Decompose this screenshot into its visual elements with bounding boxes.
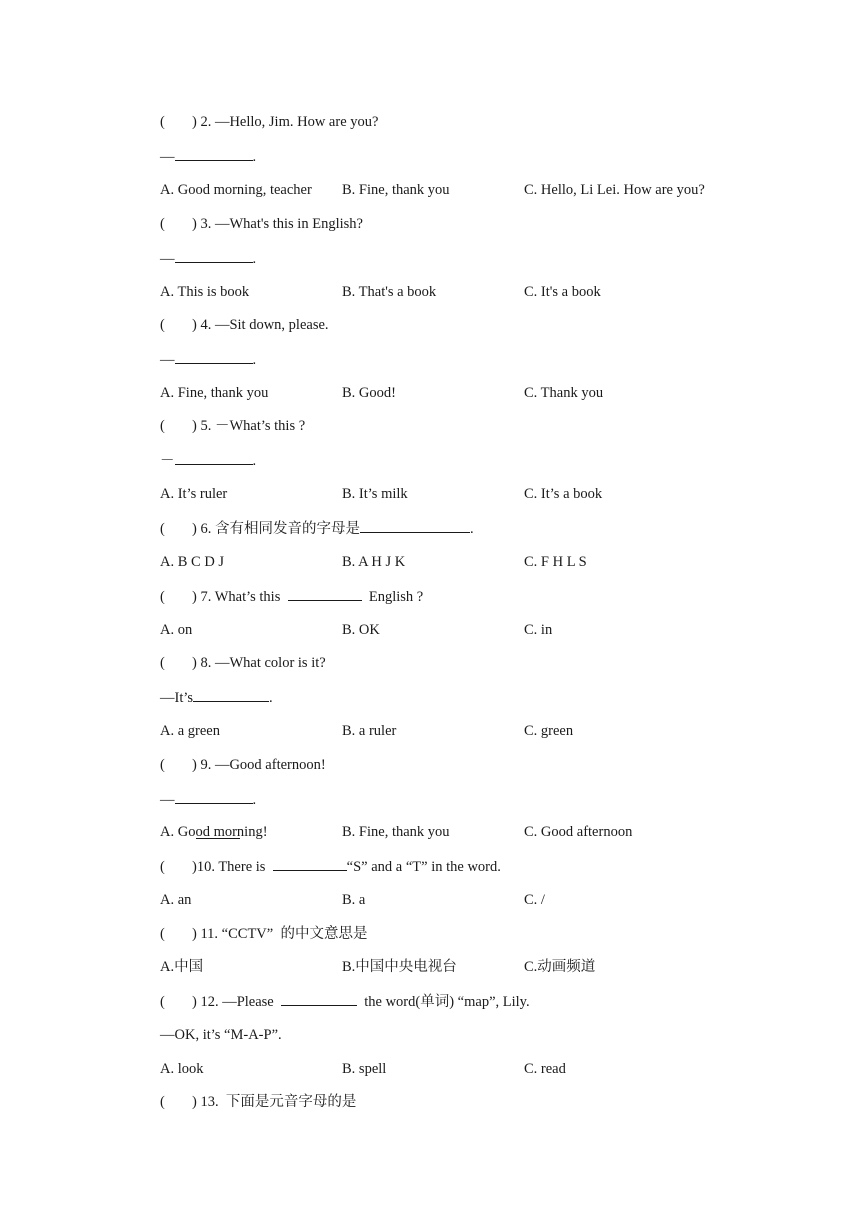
question-2-answer-line[interactable]: — . bbox=[160, 149, 257, 165]
answer-blank bbox=[273, 857, 347, 871]
answer-blank bbox=[175, 451, 253, 465]
question-9-answer-line[interactable]: — . bbox=[160, 792, 257, 808]
question-2-stem: ( ) 2. —Hello, Jim. How are you? bbox=[160, 114, 379, 130]
option-a[interactable]: A.中国 bbox=[160, 959, 204, 975]
question-4-answer-line[interactable]: — . bbox=[160, 352, 257, 368]
option-b[interactable]: B. Good! bbox=[342, 385, 396, 401]
option-a[interactable]: A. Fine, thank you bbox=[160, 385, 269, 401]
option-a[interactable]: A. This is book bbox=[160, 284, 250, 300]
question-4-stem: ( ) 4. —Sit down, please. bbox=[160, 317, 329, 333]
answer-blank bbox=[288, 587, 362, 601]
option-c[interactable]: C.动画频道 bbox=[524, 959, 596, 975]
answer-blank bbox=[175, 350, 253, 364]
question-9-stem: ( ) 9. —Good afternoon! bbox=[160, 757, 326, 773]
question-3-stem: ( ) 3. —What's this in English? bbox=[160, 216, 363, 232]
option-a[interactable]: A. an bbox=[160, 892, 192, 908]
option-b[interactable]: B. Fine, thank you bbox=[342, 182, 450, 198]
question-3-answer-line[interactable]: — . bbox=[160, 251, 257, 267]
question-12-answer-line: ―OK, it’s “M-A-P”. bbox=[160, 1027, 282, 1043]
option-c[interactable]: C. / bbox=[524, 892, 545, 908]
option-b[interactable]: B. Fine, thank you bbox=[342, 824, 450, 840]
question-5-answer-line[interactable]: － . bbox=[160, 453, 257, 469]
option-c[interactable]: C. green bbox=[524, 723, 574, 739]
option-a[interactable]: A. Good morning! bbox=[160, 824, 268, 840]
option-b[interactable]: B. That's a book bbox=[342, 284, 437, 300]
question-11-stem: ( ) 11. “CCTV” 的中文意思是 bbox=[160, 926, 368, 942]
question-8-answer-line[interactable]: —It’s . bbox=[160, 690, 273, 706]
question-8-stem: ( ) 8. —What color is it? bbox=[160, 655, 326, 671]
answer-blank bbox=[175, 147, 253, 161]
answer-blank bbox=[360, 519, 470, 533]
option-c[interactable]: C. Thank you bbox=[524, 385, 604, 401]
question-5-stem: ( ) 5. －What’s this ? bbox=[160, 418, 306, 434]
option-a[interactable]: A. on bbox=[160, 622, 193, 638]
option-c[interactable]: C. in bbox=[524, 622, 553, 638]
option-a[interactable]: A. It’s ruler bbox=[160, 486, 228, 502]
answer-blank bbox=[193, 688, 269, 702]
question-7-stem[interactable]: ( ) 7. What’s this English ? bbox=[160, 589, 424, 605]
option-b[interactable]: B. It’s milk bbox=[342, 486, 408, 502]
option-c[interactable]: C. It’s a book bbox=[524, 486, 603, 502]
option-b[interactable]: B. A H J K bbox=[342, 554, 406, 570]
underline-mark bbox=[196, 838, 240, 839]
option-c[interactable]: C. It's a book bbox=[524, 284, 601, 300]
option-b[interactable]: B. spell bbox=[342, 1061, 387, 1077]
option-c[interactable]: C. F H L S bbox=[524, 554, 587, 570]
option-b[interactable]: B. OK bbox=[342, 622, 380, 638]
option-a[interactable]: A. B C D J bbox=[160, 554, 225, 570]
option-b[interactable]: B. a bbox=[342, 892, 366, 908]
option-c[interactable]: C. read bbox=[524, 1061, 566, 1077]
option-b[interactable]: B. a ruler bbox=[342, 723, 397, 739]
question-12-stem[interactable]: ( ) 12. ―Please the word(单词) “map”, Lily. bbox=[160, 994, 530, 1010]
answer-blank bbox=[281, 992, 357, 1006]
option-a[interactable]: A. a green bbox=[160, 723, 220, 739]
option-b[interactable]: B.中国中央电视台 bbox=[342, 959, 457, 975]
question-13-stem: ( ) 13. 下面是元音字母的是 bbox=[160, 1094, 357, 1110]
option-a[interactable]: A. Good morning, teacher bbox=[160, 182, 312, 198]
option-c[interactable]: C. Good afternoon bbox=[524, 824, 633, 840]
answer-blank bbox=[175, 790, 253, 804]
question-10-stem[interactable]: ( )10. There is “S” and a “T” in the word. bbox=[160, 859, 501, 875]
answer-blank bbox=[175, 249, 253, 263]
option-a[interactable]: A. look bbox=[160, 1061, 204, 1077]
question-6-stem[interactable]: ( ) 6. 含有相同发音的字母是 . bbox=[160, 521, 474, 537]
option-c[interactable]: C. Hello, Li Lei. How are you? bbox=[524, 182, 705, 198]
